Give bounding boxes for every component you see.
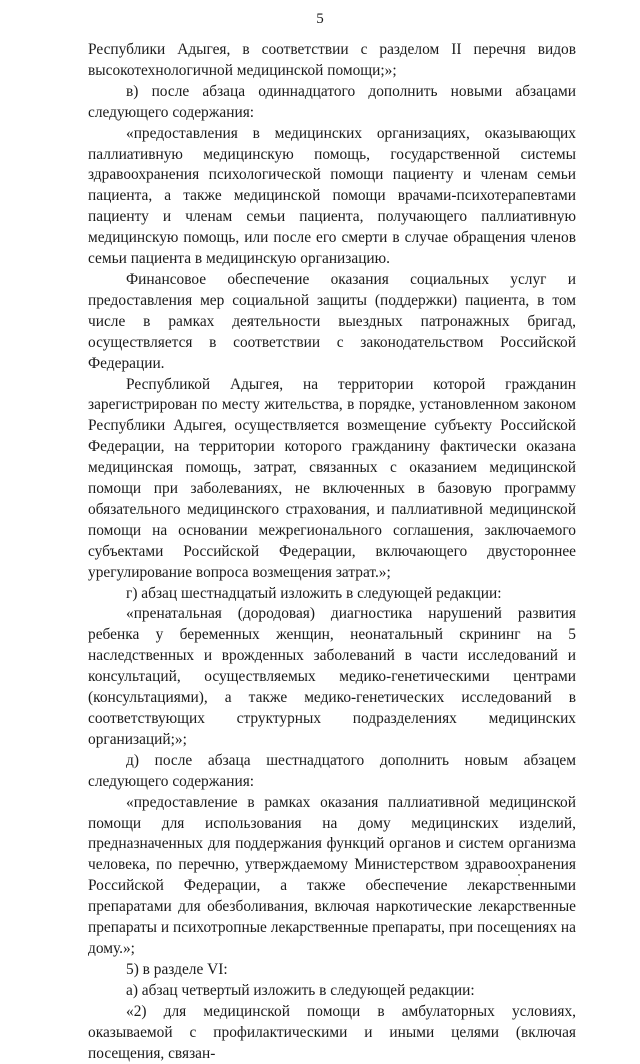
quoted-paragraph: «2) для медицинской помощи в амбулаторных условиях, оказываемой с профилактическими и иными целями (включая посещения, связан- [88,1002,576,1062]
document-body [88,40,576,1064]
paragraph: д) после абзаца шестнадцатого дополнить новым абзацем следующего содержания: [88,751,576,790]
paragraph: Финансовое обеспечение оказания социальных услуг и предоставления мер социальной защиты (поддержки) пациента, в том числе в рамках деятельности выездных патронажных бригад, осуществляется в соответствии с законодательством Российской Федерации. [88,270,576,372]
page-number: 5 [316,11,324,27]
paragraph: г) абзац шестнадцатый изложить в следующей редакции: [126,584,502,602]
paragraph: а) абзац четвертый изложить в следующей редакции: [126,981,475,999]
paragraph: в) после абзаца одиннадцатого дополнить новыми абзацами следующего содержания: [88,82,576,121]
quoted-paragraph: «предоставления в медицинских организациях, оказывающих паллиативную медицинскую помощь, государственной системы здравоохранения психологической помощи пациенту и членам семьи пациента, а также медицинской помощи врачами-психотерапевтами пациенту и членам семьи пациента, получающего паллиативную медицинскую помощь, или после его смерти в случае обращения членов семьи пациента в медицинскую организацию. [88,124,576,268]
paragraph: Республикой Адыгея, на территории которой гражданин зарегистрирован по месту жительства, в порядке, установленном законом Республики Адыгея, осуществляется возмещение субъекту Российской Федерации, на территории которого гражданину фактически оказана медицинская помощь, затрат, связанных с оказанием медицинской помощи при заболеваниях, не включенных в базовую программу обязательного медицинского страхования, и паллиативной медицинской помощи на основании межрегионального соглашения, заключаемого субъектами Российской Федерации, включающего двустороннее урегулирование вопроса возмещения затрат.»; [88,375,576,581]
section-item: 5) в разделе VI: [126,960,228,978]
scan-artifact [518,874,520,876]
paragraph: Республики Адыгея, в соответствии с разделом II перечня видов высокотехнологичной медицинской помощи;»; [88,41,576,79]
quoted-paragraph: «предоставление в рамках оказания паллиативной медицинской помощи для использования на дому медицинских изделий, предназначенных для поддержания функций органов и систем организма человека, по перечню, утверждаемому Министерством здравоохранения Российской Федерации, а также обеспечение лекарственными препаратами для обезболивания, включая наркотические лекарственные препараты и психотропные лекарственные препараты, при посещениях на дому.»; [88,793,576,957]
quoted-paragraph: «пренатальная (дородовая) диагностика нарушений развития ребенка у беременных женщин, неонатальный скрининг на 5 наследственных и врожденных заболеваний в части исследований и консультаций, осуществляемых медико-генетическими центрами (консультациями), а также медико-генетических исследований в соответствующих структурных подразделениях медицинских организаций;»; [88,605,576,748]
